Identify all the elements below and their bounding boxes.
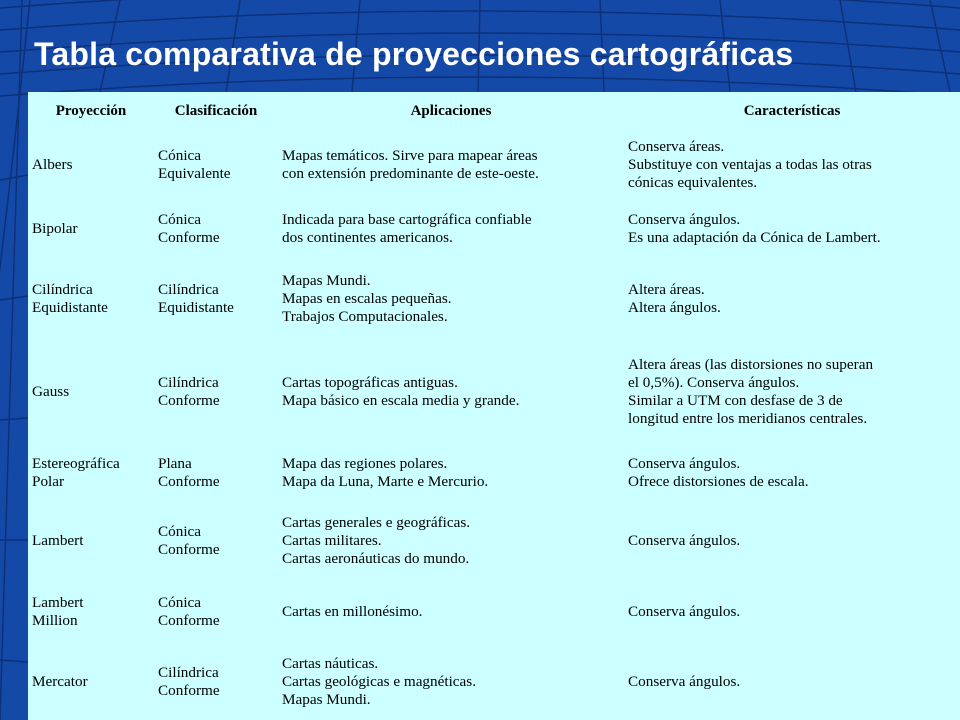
- classification-cell: [154, 444, 278, 502]
- characteristics-cell: [624, 502, 960, 580]
- cell-text-line: Indicada para base cartográfica confiable: [282, 211, 532, 228]
- projection-cell: [28, 580, 154, 644]
- cell-text-line: Conserva ángulos.: [628, 673, 741, 690]
- classification-cell: [154, 502, 278, 580]
- cell-text-line: con extensión predominante de este-oeste.: [282, 165, 539, 182]
- cell-text-line: Conforme: [158, 473, 220, 490]
- projection-cell: [28, 644, 154, 720]
- comparison-table: [28, 92, 960, 720]
- cell-text-line: Cartas náuticas.: [282, 655, 379, 672]
- header-characteristics: Características: [743, 103, 841, 119]
- table-row: [28, 340, 960, 444]
- page-title: Tabla comparativa de proyecciones cartográficas: [34, 36, 794, 72]
- header-projection: Proyección: [55, 103, 127, 119]
- applications-cell: [278, 200, 624, 258]
- characteristics-cell: [624, 130, 960, 200]
- cell-text-line: Conforme: [158, 682, 220, 699]
- cell-text-line: Conforme: [158, 612, 220, 629]
- cell-text-line: Conserva ángulos.: [628, 603, 741, 620]
- cell-text-line: Cilíndrica: [158, 664, 219, 681]
- projection-cell: [28, 258, 154, 340]
- classification-cell: [154, 340, 278, 444]
- cell-text-line: Altera áreas.: [628, 281, 705, 298]
- cell-text-line: Cónica: [158, 523, 202, 540]
- cell-text-line: Albers: [32, 156, 73, 173]
- cell-text-line: Conserva ángulos.: [628, 455, 741, 472]
- projection-cell: [28, 200, 154, 258]
- cell-text-line: Cónica: [158, 594, 202, 611]
- classification-cell: [154, 200, 278, 258]
- cell-text-line: Cilíndrica: [158, 281, 219, 298]
- classification-cell: [154, 130, 278, 200]
- cell-text-line: Conserva ángulos.: [628, 532, 741, 549]
- table-row: [28, 258, 960, 340]
- cell-text-line: Lambert: [32, 594, 84, 611]
- applications-cell: [278, 580, 624, 644]
- cell-text-line: Equidistante: [158, 299, 234, 316]
- applications-cell: [278, 258, 624, 340]
- cell-text-line: Million: [32, 612, 78, 629]
- cell-text-line: Es una adaptación da Cónica de Lambert.: [628, 229, 881, 246]
- classification-cell: [154, 258, 278, 340]
- characteristics-cell: [624, 340, 960, 444]
- cell-text-line: Mapas temáticos. Sirve para mapear áreas: [282, 147, 538, 164]
- cell-text-line: el 0,5%). Conserva ángulos.: [628, 374, 800, 391]
- cell-text-line: Equidistante: [32, 299, 108, 316]
- table-body: [28, 130, 960, 720]
- cell-text-line: Mapa básico en escala media y grande.: [282, 392, 520, 409]
- cell-text-line: Plana: [158, 455, 192, 472]
- cell-text-line: Cartas en millonésimo.: [282, 603, 423, 620]
- applications-cell: [278, 130, 624, 200]
- header-applications: Aplicaciones: [410, 103, 492, 119]
- cell-text-line: Cilíndrica: [32, 281, 93, 298]
- characteristics-cell: [624, 444, 960, 502]
- cell-text-line: Lambert: [32, 532, 84, 549]
- projection-cell: [28, 444, 154, 502]
- classification-cell: [154, 580, 278, 644]
- cell-text-line: Cónica: [158, 211, 202, 228]
- projection-cell: [28, 130, 154, 200]
- cell-text-line: Equivalente: [158, 165, 231, 182]
- cell-text-line: Mapa da Luna, Marte e Mercurio.: [282, 473, 489, 490]
- characteristics-cell: [624, 200, 960, 258]
- cell-text-line: Conforme: [158, 541, 220, 558]
- cell-text-line: Trabajos Computacionales.: [282, 308, 448, 325]
- table-row: [28, 130, 960, 200]
- applications-cell: [278, 502, 624, 580]
- cell-text-line: Mapas Mundi.: [282, 691, 371, 708]
- cell-text-line: Cartas aeronáuticas do mundo.: [282, 550, 470, 567]
- cell-text-line: Substituye con ventajas a todas las otras: [628, 156, 872, 173]
- cell-text-line: Cilíndrica: [158, 374, 219, 391]
- table-row: [28, 502, 960, 580]
- cell-text-line: Cartas militares.: [282, 532, 382, 549]
- table-row: [28, 444, 960, 502]
- cell-text-line: dos continentes americanos.: [282, 229, 453, 246]
- cell-text-line: Similar a UTM con desfase de 3 de: [628, 392, 843, 409]
- comparison-table-panel: [28, 92, 960, 720]
- cell-text-line: Ofrece distorsiones de escala.: [628, 473, 809, 490]
- projection-cell: [28, 502, 154, 580]
- cell-text-line: Conforme: [158, 229, 220, 246]
- cell-text-line: Altera áreas (las distorsiones no superan: [628, 356, 874, 373]
- projection-cell: [28, 340, 154, 444]
- cell-text-line: Estereográfica: [32, 455, 120, 472]
- applications-cell: [278, 444, 624, 502]
- cell-text-line: Conserva áreas.: [628, 138, 725, 155]
- cell-text-line: cónicas equivalentes.: [628, 174, 758, 191]
- applications-cell: [278, 340, 624, 444]
- table-row: [28, 580, 960, 644]
- cell-text-line: Cartas geológicas e magnéticas.: [282, 673, 476, 690]
- cell-text-line: Cónica: [158, 147, 202, 164]
- table-row: [28, 644, 960, 720]
- cell-text-line: Conforme: [158, 392, 220, 409]
- cell-text-line: longitud entre los meridianos centrales.: [628, 410, 868, 427]
- cell-text-line: Mapas Mundi.: [282, 272, 371, 289]
- characteristics-cell: [624, 580, 960, 644]
- cell-text-line: Conserva ángulos.: [628, 211, 741, 228]
- table-row: [28, 200, 960, 258]
- classification-cell: [154, 644, 278, 720]
- cell-text-line: Cartas topográficas antiguas.: [282, 374, 458, 391]
- cell-text-line: Mapa das regiones polares.: [282, 455, 448, 472]
- cell-text-line: Mapas en escalas pequeñas.: [282, 290, 452, 307]
- applications-cell: [278, 644, 624, 720]
- cell-text-line: Bipolar: [32, 220, 78, 237]
- characteristics-cell: [624, 258, 960, 340]
- header-classification: Clasificación: [174, 103, 258, 119]
- cell-text-line: Cartas generales e geográficas.: [282, 514, 471, 531]
- cell-text-line: Gauss: [32, 383, 70, 400]
- characteristics-cell: [624, 644, 960, 720]
- table-header-row: [28, 92, 960, 130]
- cell-text-line: Altera ángulos.: [628, 299, 721, 316]
- cell-text-line: Polar: [32, 473, 65, 490]
- cell-text-line: Mercator: [32, 673, 88, 690]
